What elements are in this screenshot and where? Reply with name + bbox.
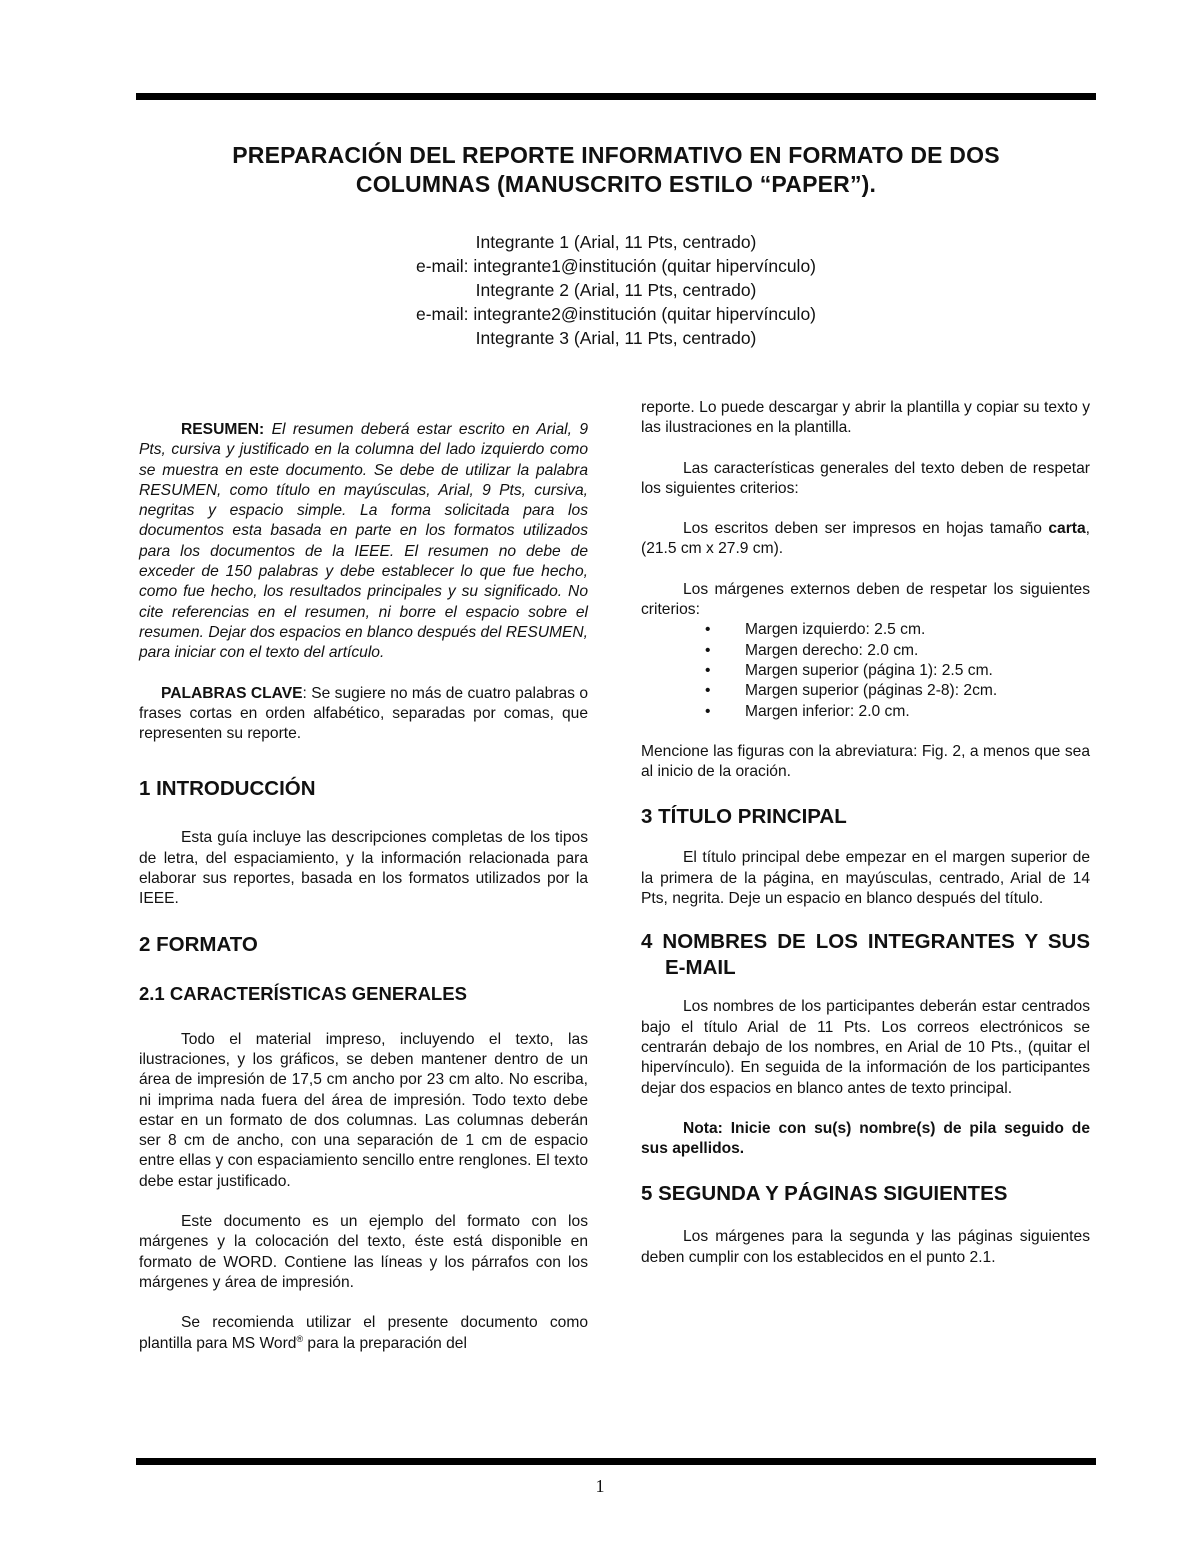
bullet-icon: •: [705, 641, 711, 659]
author-2: Integrante 2 (Arial, 11 Pts, centrado): [475, 280, 757, 300]
abstract-paragraph: [139, 420, 588, 664]
author-3: Integrante 3 (Arial, 11 Pts, centrado): [475, 328, 757, 348]
list-item: [705, 702, 1090, 722]
section-2-1-heading: 2.1 CARACTERÍSTICAS GENERALES: [139, 982, 467, 1004]
section-2-1-paragraph-2: Este documento es un ejemplo del formato con los márgenes y la colocación del texto, éste está disponible en formato de WORD. Contiene las líneas y los párrafos con los márgenes y área de impresión.: [139, 1213, 588, 1291]
abstract-text: El resumen deberá estar escrito en Arial, 9 Pts, cursiva y justificado en la columna del lado izquierdo como se muestra en este documento. Se debe de utilizar la palabra RESUMEN, como título en mayúsculas, Arial, 9 Pts, cursiva, negritas y espacio simple. La forma solicitada para los documentos esta basada en parte en los formatos utilizados para los documentos de la IEEE. El resumen no debe de exceder de 150 palabras y debe establecer lo que fue hecho, como fue hecho, los resultados principales y su significado. No cite referencias en el resumen, ni borre el espacio sobre el resumen. Dejar dos espacios en blanco después del RESUMEN, para iniciar con el texto del artículo.: [139, 421, 588, 662]
keywords-paragraph: [139, 684, 588, 745]
section-2-1-paragraph-3-continued: reporte. Lo puede descargar y abrir la plantilla y copiar su texto y las ilustraciones en la plantilla.: [641, 399, 1090, 437]
section-2-1-paragraph-4: Las características generales del texto deben de respetar los siguientes criterios:: [641, 459, 1090, 497]
paragraph-5-start: Los escritos deben ser impresos en hojas tamaño: [683, 520, 1049, 538]
paragraph-5-bold: carta: [1048, 520, 1086, 538]
list-item: [705, 681, 1090, 701]
list-item-text: Margen derecho: 2.0 cm.: [745, 641, 919, 659]
bullet-icon: •: [705, 682, 711, 700]
author-block: [136, 230, 1096, 350]
right-column: [641, 398, 1090, 1268]
bullet-icon: •: [705, 621, 711, 639]
keywords-label: PALABRAS CLAVE: [161, 684, 303, 702]
title-line-1: PREPARACIÓN DEL REPORTE INFORMATIVO EN FORMATO DE DOS: [232, 142, 1000, 168]
section-2-1-paragraph-1: Todo el material impreso, incluyendo el texto, las ilustraciones, y los gráficos, se deben mantener dentro de un área de impresión de 17,5 cm ancho por 23 cm alto. No escriba, ni imprima nada fuera del área de impresión. Todo texto debe estar en un formato de dos columnas. Las columnas deberán ser 8 cm de ancho, con una separación de 1 cm de espacio entre ellas y con espaciamiento sencillo entre renglones. El texto debe estar justificado.: [139, 1030, 588, 1190]
list-item-text: Margen inferior: 2.0 cm.: [745, 702, 910, 720]
section-2-1-paragraph-7: Mencione las figuras con la abreviatura: Fig. 2, a menos que sea al inicio de la oración.: [641, 742, 1090, 781]
page-number: 1: [595, 1476, 605, 1496]
document-title: [136, 141, 1096, 199]
bottom-rule: [136, 1458, 1096, 1465]
section-1-heading: 1 INTRODUCCIÓN: [139, 777, 316, 801]
paragraph-3-end: para la preparación del: [303, 1334, 467, 1352]
list-item-text: Margen izquierdo: 2.5 cm.: [745, 621, 926, 639]
margin-list: [641, 620, 1090, 721]
list-item: [705, 641, 1090, 661]
list-item-text: Margen superior (página 1): 2.5 cm.: [745, 661, 993, 679]
author-2-email: e-mail: integrante2@institución (quitar hipervínculo): [415, 304, 817, 324]
registered-mark: ®: [296, 1333, 304, 1344]
section-2-1-paragraph-6: Los márgenes externos deben de respetar los siguientes criterios:: [641, 580, 1090, 619]
section-5-paragraph: Los márgenes para la segunda y las páginas siguientes deben cumplir con los establecidos en el punto 2.1.: [641, 1228, 1090, 1266]
paragraph-3-start: Se recomienda utilizar el presente documento como plantilla para MS Word: [139, 1314, 588, 1352]
section-2-1-paragraph-3: [139, 1313, 588, 1354]
bullet-icon: •: [705, 661, 711, 679]
section-5-heading: 5 SEGUNDA Y PÁGINAS SIGUIENTES: [641, 1182, 1008, 1206]
title-line-2: COLUMNAS (MANUSCRITO ESTILO “PAPER”).: [355, 171, 877, 197]
bullet-icon: •: [705, 702, 711, 720]
list-item-text: Margen superior (páginas 2-8): 2cm.: [745, 682, 998, 700]
list-item: [705, 661, 1090, 681]
section-4-paragraph: Los nombres de los participantes deberán estar centrados bajo el título Arial de 11 Pts. Los correos electrónicos se centrarán debajo de los nombres, en Arial de 10 Pts., (quitar el hipervínculo). En seguida de la información de los participantes dejar dos espacios en blanco antes de texto principal.: [641, 998, 1090, 1097]
section-1-paragraph: Esta guía incluye las descripciones completas de los tipos de letra, del espaciamiento, y la información relacionada para elaborar sus reportes, basada en los formatos utilizados por la IEEE.: [139, 829, 588, 908]
abstract-label: RESUMEN:: [181, 421, 265, 438]
top-rule: [136, 93, 1096, 100]
section-2-heading: 2 FORMATO: [139, 932, 258, 956]
list-item: [705, 620, 1090, 640]
section-3-paragraph: El título principal debe empezar en el margen superior de la primera de la página, en mayúsculas, centrado, Arial de 14 Pts, negrita. Deje un espacio en blanco después del título.: [641, 849, 1090, 908]
section-2-1-paragraph-5: [641, 519, 1090, 560]
author-1: Integrante 1 (Arial, 11 Pts, centrado): [475, 232, 757, 252]
keywords-text: : Se sugiere no más de cuatro palabras o frases cortas en orden alfabético, separadas por comas, que representen su reporte.: [139, 684, 588, 743]
paragraph-5-end: , (21.5 cm x 27.9 cm).: [641, 520, 1090, 558]
section-3-heading: 3 TÍTULO PRINCIPAL: [641, 805, 847, 829]
left-column: [139, 420, 588, 1354]
section-4-note: Nota: Inicie con su(s) nombre(s) de pila seguido de sus apellidos.: [641, 1119, 1090, 1158]
section-4-heading: 4 NOMBRES DE LOS INTEGRANTES Y SUS E-MAIL: [641, 930, 1090, 980]
author-1-email: e-mail: integrante1@institución (quitar hipervínculo): [415, 256, 817, 276]
